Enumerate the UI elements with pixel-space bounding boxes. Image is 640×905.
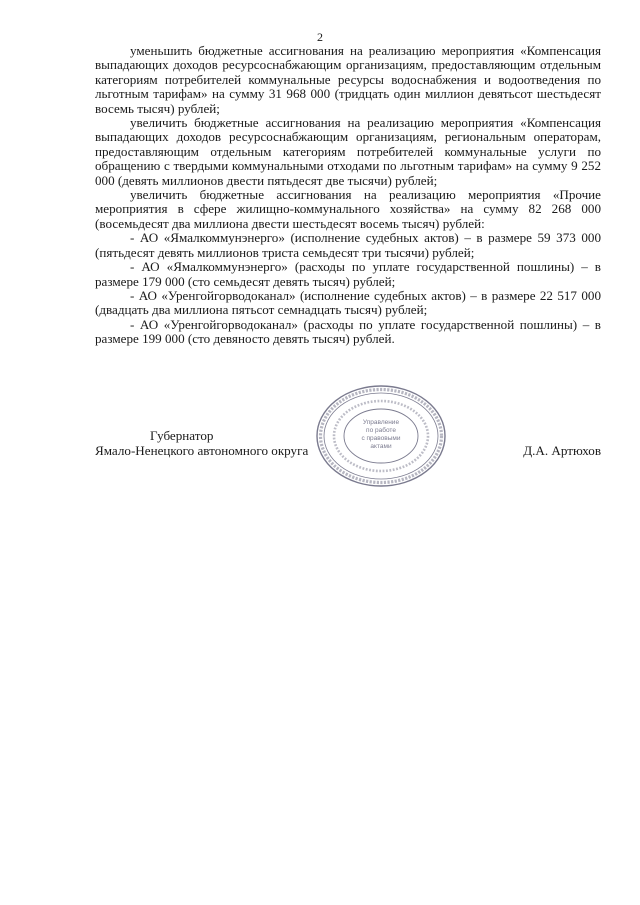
list-item-yamalkommunenergo-duty: - АО «Ямалкоммунэнерго» (расходы по уплате государственной пошлины) – в размере 179 000 (сто семьдесят девять тысяч) рублей; [95,259,601,289]
signatory-name: Д.А. Артюхов [523,443,601,458]
seal-center-line-2: по работе [366,427,396,434]
paragraph-increase-other-measures: увеличить бюджетные ассигнования на реализацию мероприятия «Прочие мероприятия в сфере жилищно-коммунального хозяйства» на сумму 82 268 000 (восемьдесят два миллиона двести шестьдесят восемь тысяч) рублей: [95,187,601,231]
document-body [95,44,601,347]
signatory-title: Губернатор [150,428,214,443]
page-number: 2 [317,30,323,44]
list-item-yamalkommunenergo-court: - АО «Ямалкоммунэнерго» (исполнение судебных актов) – в размере 59 373 000 (пятьдесят девять миллионов триста семьдесят три тысячи) рублей; [95,230,601,260]
paragraph-increase-waste-compensation: увеличить бюджетные ассигнования на реализацию мероприятия «Компенсация выпадающих доходов ресурсоснабжающим организациям, региональным операторам, предоставляющим отдельным категориям потребителей коммунальные услуги по обращению с твердыми коммунальными отходами по льготным тарифам» на сумму 9 252 000 (девять миллионов двести пятьдесят две тысячи) рублей; [95,115,601,188]
seal-center-line-3: с правовыми [361,435,401,442]
signatory-region: Ямало-Ненецкого автономного округа [95,443,309,458]
list-item-urengoygorvodokanal-duty: - АО «Уренгойгорводоканал» (расходы по уплате государственной пошлины) – в размере 199 000 (сто девяносто девять тысяч) рублей. [95,316,601,347]
seal-center-line-4: актами [370,443,392,450]
signature-block [95,428,601,468]
list-item-urengoygorvodokanal-court: - АО «Уренгойгорводоканал» (исполнение судебных актов) – в размере 22 517 000 (двадцать два миллиона пятьсот семнадцать тысяч) рублей; [95,287,601,318]
paragraph-decrease-water-compensation: уменьшить бюджетные ассигнования на реализацию мероприятия «Компенсация выпадающих доходов ресурсоснабжающим организациям, предоставляющим отдельным категориям потребителей коммунальные ресурсы водоснабжения и водоотведения по льготным тарифам» на сумму 31 968 000 (тридцать один миллион девятьсот шестьдесят восемь тысяч) рублей; [95,43,601,116]
seal-center-line-1: Управление [362,419,400,426]
